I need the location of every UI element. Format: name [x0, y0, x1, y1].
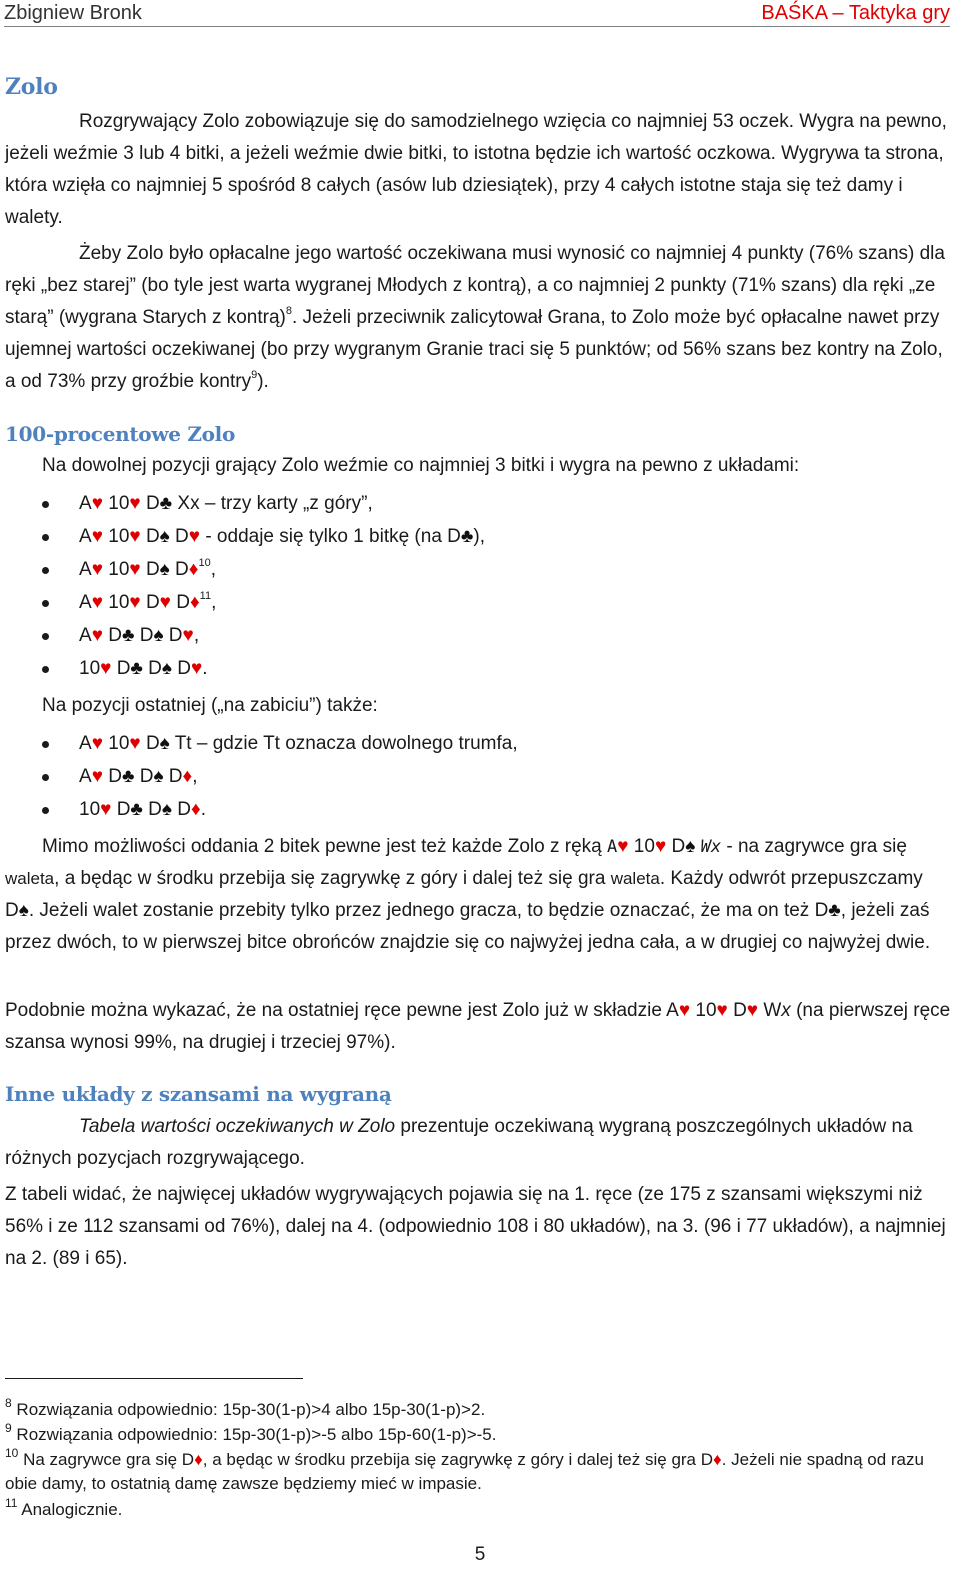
footnote-text: Rozwiązania odpowiednio: 15p-30(1-p)>-5 albo 15p-60(1-p)>-5.: [16, 1425, 497, 1444]
paragraph-tabela: [5, 1111, 953, 1175]
zolo-value-text-b: . Jeżeli przeciwnik zalicytował Grana, to Zolo może być opłacalne nawet przy ujemnej wartości oczekiwanej (bo przy wygranym Granie traci się 5 punktów; od 56% szans bez kontry na Zolo, a od 73% przy groźbie kontry: [5, 307, 943, 392]
tabela-text: prezentuje oczekiwaną wygraną poszczególnych układów na różnych pozycjach rozgrywającego.: [5, 1116, 913, 1169]
list-item-text: A♥ 10♥ D♠ D♦$^{10}$,: [79, 557, 216, 580]
bullet-icon: [42, 774, 49, 781]
footnote-ref-9[interactable]: 9: [251, 369, 258, 381]
footnote-number: 11: [5, 1496, 18, 1510]
bullet-icon: [42, 741, 49, 748]
paragraph-z-tabeli: Z tabeli widać, że najwięcej układów wygrywających pojawia się na 1. ręce (ze 175 z szansami większymi niż 56% i ze 112 szansami od 76%), dalej na 4. (odpowiednio 108 i 80 układów), na 3. (96 i 77 układów), a najmniej na 2. (89 i 65).: [5, 1184, 946, 1269]
list-item-text: A♥ 10♥ D♠ Tt – gdzie Tt oznacza dowolnego trumfa,: [79, 733, 518, 754]
list-item-text: A♥ 10♥ D♥ D♦$^{11}$,: [79, 590, 217, 613]
bullet-icon: [42, 807, 49, 814]
paragraph-zolo-rules: Rozgrywający Zolo zobowiązuje się do samodzielnego wzięcia co najmniej 53 oczek. Wygra na pewno, jeżeli weźmie 3 lub 4 bitki, a jeżeli weźmie dwie bitki, to istotna będzie ich wartość oczkowa. Wygrywa ta strona, która wzięła co najmniej 5 spośród 8 całych (asów lub dziesiątek), przy 4 całych istotne staja się też damy i walety.: [5, 111, 947, 228]
list-item-text: A♥ 10♥ D♠ D♥ - oddaje się tylko 1 bitkę (na D♣),: [79, 526, 485, 547]
footnote-text: Analogicznie.: [21, 1500, 123, 1519]
bullet-icon: [42, 534, 49, 541]
page-header: [4, 0, 950, 27]
list-item-text: A♥ D♣ D♠ D♥,: [79, 625, 200, 646]
table-reference-link[interactable]: Tabela wartości oczekiwanych w Zolo: [79, 1116, 396, 1137]
list-item-text: A♥ 10♥ D♣ Xx – trzy karty „z góry”,: [79, 493, 373, 514]
footnote-separator: [5, 1378, 303, 1379]
header-title: BAŚKA – Taktyka gry: [761, 2, 950, 24]
bullet-icon: [42, 666, 49, 673]
list-item-text: 10♥ D♣ D♠ D♥.: [79, 658, 208, 679]
paragraph-zolo-value: [5, 238, 953, 398]
footnote-10: $^{10}$ Na zagrywce gra się D♦, a będąc w środku przebija się zagrywkę z góry i dalej też się gra D♦. Jeżeli nie spadną od razu obie damy, to ostatnią damę zawsze będziemy mieć w impasie.: [5, 1446, 924, 1493]
paragraph-mimo: Mimo możliwości oddania 2 bitek pewne jest też każde Zolo z ręką A♥ 10♥ D♠ Wx - na zagrywce gra się waleta, a będąc w środku przebija się zagrywkę z góry i dalej też się gra waleta. Każdy odwrót przepuszczamy D♠. Jeżeli walet zostanie przebity tylko przez jednego gracza, to będzie oznaczać, że ma on też D♣, jeżeli zaś przez dwóch, to w pierwszej bitce obrońców znajdzie się co najwyżej jedna cała, a w drugiej co najwyżej dwie.: [5, 836, 931, 953]
footnote-8: [5, 1398, 945, 1422]
footnote-text: Rozwiązania odpowiednio: 15p-30(1-p)>4 albo 15p-30(1-p)>2.: [16, 1400, 486, 1419]
footnote-number: 8: [5, 1396, 12, 1410]
footnote-ref-8[interactable]: 8: [285, 305, 292, 317]
bullet-icon: [42, 567, 49, 574]
paragraph-last-position: Na pozycji ostatniej („na zabiciu”) także:: [42, 695, 378, 716]
heading-100-procent: 100-procentowe Zolo: [5, 422, 236, 446]
footnote-11: [5, 1498, 945, 1522]
paragraph-podobnie: Podobnie można wykazać, że na ostatniej ręce pewne jest Zolo już w składzie A♥ 10♥ D♥ Wx (na pierwszej ręce szansa wynosi 99%, na drugiej i trzeciej 97%).: [5, 1000, 951, 1053]
footnote-9: [5, 1423, 945, 1447]
bullet-icon: [42, 633, 49, 640]
paragraph-100-intro: Na dowolnej pozycji grający Zolo weźmie co najmniej 3 bitki i wygra na pewno z układami:: [42, 455, 800, 476]
list-item-text: 10♥ D♣ D♠ D♦.: [79, 799, 206, 820]
page-number: 5: [474, 1544, 486, 1565]
heading-zolo: Zolo: [5, 74, 58, 100]
header-author: Zbigniew Bronk: [4, 2, 142, 24]
heading-inne-uklady: Inne układy z szansami na wygraną: [5, 1082, 392, 1106]
list-item-text: A♥ D♣ D♠ D♦,: [79, 766, 198, 787]
zolo-value-text-c: ).: [257, 371, 269, 392]
zolo-value-text-a: Żeby Zolo było opłacalne jego wartość oczekiwana musi wynosić co najmniej 4 punkty (76% szans) dla ręki „bez starej” (bo tyle jest warta wygranej Młodych z kontrą), a co najmniej 2 punkty (71% szans) dla ręki „ze starą” (wygrana Starych z kontrą): [5, 243, 945, 328]
bullet-icon: [42, 501, 49, 508]
footnote-number: 10: [5, 1446, 19, 1460]
bullet-icon: [42, 600, 49, 607]
footnote-number: 9: [5, 1421, 12, 1435]
